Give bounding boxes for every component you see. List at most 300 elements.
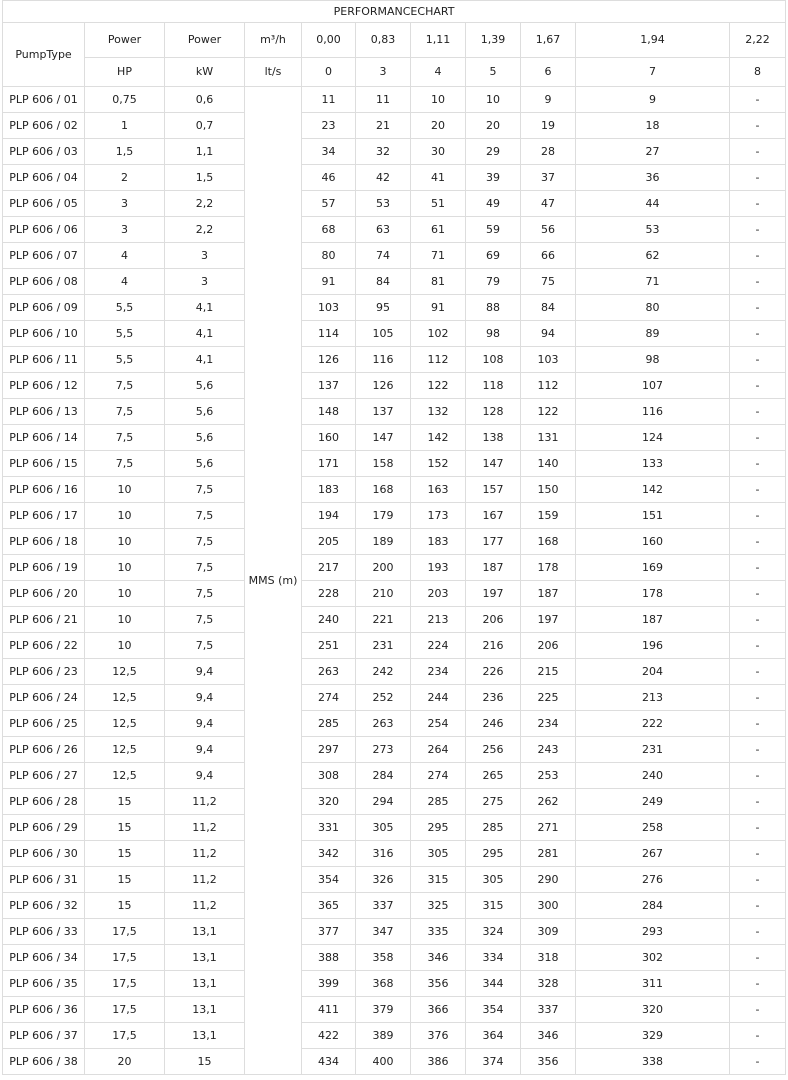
head-value-cell: 169 [576, 555, 730, 581]
head-value-cell: 23 [302, 113, 356, 139]
power-hp-cell: 15 [85, 841, 165, 867]
power-kw-cell: 15 [165, 1049, 245, 1075]
head-value-cell: 364 [466, 1023, 521, 1049]
head-value-cell: 187 [521, 581, 576, 607]
power-hp-cell: 7,5 [85, 425, 165, 451]
power-hp-cell: 10 [85, 503, 165, 529]
pump-type-cell: PLP 606 / 31 [3, 867, 85, 893]
flow-lts-value: 7 [576, 58, 730, 87]
power-hp-cell: 12,5 [85, 737, 165, 763]
head-value-cell: 356 [521, 1049, 576, 1075]
power-kw-cell: 5,6 [165, 425, 245, 451]
pump-type-cell: PLP 606 / 14 [3, 425, 85, 451]
table-row [3, 893, 786, 919]
head-value-cell: 354 [302, 867, 356, 893]
power-kw-cell: 9,4 [165, 685, 245, 711]
head-value-cell: - [730, 945, 786, 971]
head-value-cell: 132 [411, 399, 466, 425]
head-value-cell: 112 [411, 347, 466, 373]
power-kw-cell: 13,1 [165, 1023, 245, 1049]
pump-type-cell: PLP 606 / 06 [3, 217, 85, 243]
head-value-cell: 285 [302, 711, 356, 737]
head-value-cell: - [730, 347, 786, 373]
head-value-cell: 411 [302, 997, 356, 1023]
head-value-cell: 281 [521, 841, 576, 867]
head-value-cell: 189 [356, 529, 411, 555]
head-value-cell: 226 [466, 659, 521, 685]
head-value-cell: 316 [356, 841, 411, 867]
power-hp-cell: 7,5 [85, 373, 165, 399]
head-value-cell: 63 [356, 217, 411, 243]
head-value-cell: 399 [302, 971, 356, 997]
head-value-cell: 131 [521, 425, 576, 451]
head-value-cell: 10 [466, 87, 521, 113]
power-hp-cell: 5,5 [85, 295, 165, 321]
head-value-cell: 159 [521, 503, 576, 529]
head-value-cell: 254 [411, 711, 466, 737]
flow-lts-value: 0 [302, 58, 356, 87]
head-value-cell: 262 [521, 789, 576, 815]
head-value-cell: 315 [466, 893, 521, 919]
power-hp-cell: 17,5 [85, 997, 165, 1023]
head-value-cell: 29 [466, 139, 521, 165]
head-value-cell: 342 [302, 841, 356, 867]
power-hp-header: Power [85, 23, 165, 58]
head-value-cell: 10 [411, 87, 466, 113]
head-value-cell: 9 [576, 87, 730, 113]
power-kw-cell: 9,4 [165, 763, 245, 789]
head-value-cell: 142 [576, 477, 730, 503]
head-value-cell: 124 [576, 425, 730, 451]
head-value-cell: 204 [576, 659, 730, 685]
pump-type-cell: PLP 606 / 18 [3, 529, 85, 555]
power-kw-cell: 11,2 [165, 867, 245, 893]
head-value-cell: 69 [466, 243, 521, 269]
head-value-cell: 84 [356, 269, 411, 295]
pump-type-cell: PLP 606 / 30 [3, 841, 85, 867]
pump-type-cell: PLP 606 / 08 [3, 269, 85, 295]
head-value-cell: 265 [466, 763, 521, 789]
head-value-cell: 126 [302, 347, 356, 373]
head-value-cell: 137 [356, 399, 411, 425]
power-kw-cell: 5,6 [165, 451, 245, 477]
head-value-cell: 114 [302, 321, 356, 347]
table-row [3, 425, 786, 451]
head-value-cell: 315 [411, 867, 466, 893]
head-value-cell: - [730, 1023, 786, 1049]
pump-type-cell: PLP 606 / 28 [3, 789, 85, 815]
flow-lts-value: 6 [521, 58, 576, 87]
head-value-cell: - [730, 685, 786, 711]
head-value-cell: 167 [466, 503, 521, 529]
head-value-cell: 206 [521, 633, 576, 659]
head-value-cell: 147 [466, 451, 521, 477]
pump-type-cell: PLP 606 / 13 [3, 399, 85, 425]
flow-m3h-value: 0,83 [356, 23, 411, 58]
head-value-cell: 274 [302, 685, 356, 711]
head-value-cell: 61 [411, 217, 466, 243]
flow-lts-value: 4 [411, 58, 466, 87]
head-value-cell: 187 [576, 607, 730, 633]
flow-m3h-value: 0,00 [302, 23, 356, 58]
head-value-cell: 295 [411, 815, 466, 841]
head-value-cell: 116 [356, 347, 411, 373]
power-hp-cell: 17,5 [85, 971, 165, 997]
head-value-cell: - [730, 607, 786, 633]
head-value-cell: 89 [576, 321, 730, 347]
table-row [3, 1049, 786, 1075]
head-value-cell: 98 [466, 321, 521, 347]
head-value-cell: 346 [521, 1023, 576, 1049]
head-value-cell: 388 [302, 945, 356, 971]
head-value-cell: 37 [521, 165, 576, 191]
head-value-cell: 251 [302, 633, 356, 659]
head-value-cell: - [730, 139, 786, 165]
table-row [3, 867, 786, 893]
power-hp-cell: 15 [85, 815, 165, 841]
head-value-cell: 178 [521, 555, 576, 581]
header-row-flow-lts [3, 58, 786, 87]
head-value-cell: 217 [302, 555, 356, 581]
head-value-cell: - [730, 243, 786, 269]
head-value-cell: 20 [466, 113, 521, 139]
pump-type-cell: PLP 606 / 03 [3, 139, 85, 165]
head-value-cell: 347 [356, 919, 411, 945]
head-value-cell: - [730, 399, 786, 425]
pump-type-cell: PLP 606 / 26 [3, 737, 85, 763]
head-value-cell: 102 [411, 321, 466, 347]
table-row [3, 243, 786, 269]
head-value-cell: 358 [356, 945, 411, 971]
table-row [3, 997, 786, 1023]
head-value-cell: 228 [302, 581, 356, 607]
power-kw-cell: 0,6 [165, 87, 245, 113]
head-value-cell: 147 [356, 425, 411, 451]
head-value-cell: 253 [521, 763, 576, 789]
head-value-cell: 365 [302, 893, 356, 919]
flow-lts-value: 8 [730, 58, 786, 87]
head-value-cell: 329 [576, 1023, 730, 1049]
head-value-cell: 346 [411, 945, 466, 971]
head-value-cell: 20 [411, 113, 466, 139]
head-value-cell: 354 [466, 997, 521, 1023]
head-value-cell: 103 [521, 347, 576, 373]
power-kw-cell: 0,7 [165, 113, 245, 139]
power-kw-cell: 7,5 [165, 477, 245, 503]
head-value-cell: 53 [356, 191, 411, 217]
head-value-cell: 295 [466, 841, 521, 867]
table-row [3, 1023, 786, 1049]
head-value-cell: 231 [576, 737, 730, 763]
power-kw-cell: 5,6 [165, 399, 245, 425]
power-hp-cell: 3 [85, 191, 165, 217]
head-value-cell: - [730, 971, 786, 997]
head-value-cell: 81 [411, 269, 466, 295]
head-value-cell: 128 [466, 399, 521, 425]
head-value-cell: - [730, 321, 786, 347]
head-value-cell: 116 [576, 399, 730, 425]
power-kw-cell: 7,5 [165, 555, 245, 581]
power-hp-cell: 12,5 [85, 685, 165, 711]
pump-type-cell: PLP 606 / 16 [3, 477, 85, 503]
head-value-cell: 39 [466, 165, 521, 191]
pump-type-cell: PLP 606 / 04 [3, 165, 85, 191]
flow-lts-value: 5 [466, 58, 521, 87]
pump-type-cell: PLP 606 / 23 [3, 659, 85, 685]
head-value-cell: 244 [411, 685, 466, 711]
power-hp-cell: 10 [85, 555, 165, 581]
head-value-cell: 177 [466, 529, 521, 555]
table-row [3, 451, 786, 477]
head-value-cell: 21 [356, 113, 411, 139]
unit-kw: kW [165, 58, 245, 87]
head-value-cell: 80 [576, 295, 730, 321]
table-row [3, 269, 786, 295]
power-hp-cell: 17,5 [85, 919, 165, 945]
head-value-cell: 305 [411, 841, 466, 867]
head-value-cell: 276 [576, 867, 730, 893]
head-value-cell: 148 [302, 399, 356, 425]
table-row [3, 373, 786, 399]
head-value-cell: 213 [411, 607, 466, 633]
head-value-cell: - [730, 217, 786, 243]
head-value-cell: 79 [466, 269, 521, 295]
power-kw-cell: 13,1 [165, 971, 245, 997]
head-value-cell: 140 [521, 451, 576, 477]
head-value-cell: 205 [302, 529, 356, 555]
pump-type-cell: PLP 606 / 25 [3, 711, 85, 737]
head-value-cell: 294 [356, 789, 411, 815]
power-hp-cell: 17,5 [85, 1023, 165, 1049]
flow-m3h-value: 1,67 [521, 23, 576, 58]
head-value-cell: 41 [411, 165, 466, 191]
power-hp-cell: 7,5 [85, 451, 165, 477]
head-value-cell: 168 [521, 529, 576, 555]
head-value-cell: 56 [521, 217, 576, 243]
flow-m3h-label: m³/h [245, 23, 302, 58]
head-value-cell: - [730, 425, 786, 451]
table-row [3, 139, 786, 165]
head-value-cell: 62 [576, 243, 730, 269]
head-value-cell: 386 [411, 1049, 466, 1075]
flow-m3h-value: 1,11 [411, 23, 466, 58]
head-value-cell: 273 [356, 737, 411, 763]
power-hp-cell: 5,5 [85, 347, 165, 373]
head-value-cell: 44 [576, 191, 730, 217]
head-value-cell: 126 [356, 373, 411, 399]
head-value-cell: 334 [466, 945, 521, 971]
head-value-cell: 118 [466, 373, 521, 399]
pump-type-cell: PLP 606 / 29 [3, 815, 85, 841]
head-value-cell: 133 [576, 451, 730, 477]
head-value-cell: 178 [576, 581, 730, 607]
head-value-cell: 183 [302, 477, 356, 503]
head-value-cell: 193 [411, 555, 466, 581]
power-hp-cell: 4 [85, 243, 165, 269]
pump-type-cell: PLP 606 / 17 [3, 503, 85, 529]
pump-type-cell: PLP 606 / 22 [3, 633, 85, 659]
pump-type-cell: PLP 606 / 01 [3, 87, 85, 113]
head-value-cell: 36 [576, 165, 730, 191]
head-value-cell: 284 [576, 893, 730, 919]
head-value-cell: 293 [576, 919, 730, 945]
head-value-cell: - [730, 997, 786, 1023]
power-kw-cell: 5,6 [165, 373, 245, 399]
power-hp-cell: 15 [85, 867, 165, 893]
table-row [3, 399, 786, 425]
head-value-cell: 331 [302, 815, 356, 841]
table-row [3, 685, 786, 711]
head-value-cell: 311 [576, 971, 730, 997]
head-value-cell: 49 [466, 191, 521, 217]
head-value-cell: 137 [302, 373, 356, 399]
head-value-cell: 91 [411, 295, 466, 321]
head-value-cell: 9 [521, 87, 576, 113]
power-hp-cell: 10 [85, 529, 165, 555]
power-kw-cell: 4,1 [165, 321, 245, 347]
head-value-cell: 200 [356, 555, 411, 581]
head-value-cell: 151 [576, 503, 730, 529]
power-kw-cell: 7,5 [165, 529, 245, 555]
power-kw-cell: 11,2 [165, 841, 245, 867]
head-value-cell: 324 [466, 919, 521, 945]
head-value-cell: - [730, 503, 786, 529]
head-value-cell: 98 [576, 347, 730, 373]
head-value-cell: 224 [411, 633, 466, 659]
table-row [3, 191, 786, 217]
head-value-cell: 274 [411, 763, 466, 789]
head-value-cell: 68 [302, 217, 356, 243]
head-value-cell: 91 [302, 269, 356, 295]
head-value-cell: 344 [466, 971, 521, 997]
head-value-cell: 242 [356, 659, 411, 685]
power-hp-cell: 17,5 [85, 945, 165, 971]
head-value-cell: - [730, 373, 786, 399]
pump-type-cell: PLP 606 / 19 [3, 555, 85, 581]
head-value-cell: 171 [302, 451, 356, 477]
head-value-cell: 105 [356, 321, 411, 347]
pump-type-cell: PLP 606 / 24 [3, 685, 85, 711]
head-value-cell: 51 [411, 191, 466, 217]
head-value-cell: - [730, 633, 786, 659]
head-value-cell: 183 [411, 529, 466, 555]
pump-type-cell: PLP 606 / 11 [3, 347, 85, 373]
head-value-cell: - [730, 711, 786, 737]
head-value-cell: 256 [466, 737, 521, 763]
head-value-cell: 95 [356, 295, 411, 321]
head-value-cell: 290 [521, 867, 576, 893]
power-hp-cell: 15 [85, 789, 165, 815]
head-value-cell: 112 [521, 373, 576, 399]
table-row [3, 633, 786, 659]
head-value-cell: 379 [356, 997, 411, 1023]
power-hp-cell: 3 [85, 217, 165, 243]
head-value-cell: 434 [302, 1049, 356, 1075]
head-value-cell: 320 [302, 789, 356, 815]
head-value-cell: 328 [521, 971, 576, 997]
head-value-cell: 234 [521, 711, 576, 737]
head-value-cell: 263 [356, 711, 411, 737]
head-value-cell: 18 [576, 113, 730, 139]
pump-type-cell: PLP 606 / 12 [3, 373, 85, 399]
power-hp-cell: 12,5 [85, 763, 165, 789]
table-row [3, 321, 786, 347]
flow-lts-label: lt/s [245, 58, 302, 87]
table-row [3, 113, 786, 139]
pump-type-cell: PLP 606 / 36 [3, 997, 85, 1023]
power-hp-cell: 5,5 [85, 321, 165, 347]
head-value-cell: 157 [466, 477, 521, 503]
head-value-cell: 377 [302, 919, 356, 945]
table-row [3, 789, 786, 815]
power-hp-cell: 20 [85, 1049, 165, 1075]
power-kw-cell: 7,5 [165, 503, 245, 529]
power-kw-cell: 11,2 [165, 815, 245, 841]
head-value-cell: 215 [521, 659, 576, 685]
head-value-cell: 234 [411, 659, 466, 685]
power-kw-header: Power [165, 23, 245, 58]
head-value-cell: 88 [466, 295, 521, 321]
head-value-cell: 222 [576, 711, 730, 737]
head-value-cell: 337 [356, 893, 411, 919]
head-value-cell: 150 [521, 477, 576, 503]
flow-m3h-value: 1,39 [466, 23, 521, 58]
head-value-cell: - [730, 919, 786, 945]
table-row [3, 945, 786, 971]
pump-type-cell: PLP 606 / 20 [3, 581, 85, 607]
head-value-cell: 305 [466, 867, 521, 893]
head-value-cell: 163 [411, 477, 466, 503]
head-value-cell: - [730, 295, 786, 321]
power-hp-cell: 10 [85, 607, 165, 633]
head-value-cell: - [730, 165, 786, 191]
head-value-cell: 179 [356, 503, 411, 529]
head-value-cell: - [730, 191, 786, 217]
unit-hp: HP [85, 58, 165, 87]
head-value-cell: 84 [521, 295, 576, 321]
power-hp-cell: 4 [85, 269, 165, 295]
power-kw-cell: 1,5 [165, 165, 245, 191]
table-row [3, 217, 786, 243]
head-value-cell: 284 [356, 763, 411, 789]
head-value-cell: 368 [356, 971, 411, 997]
head-value-cell: 74 [356, 243, 411, 269]
head-value-cell: 285 [466, 815, 521, 841]
head-value-cell: 197 [521, 607, 576, 633]
head-value-cell: 71 [411, 243, 466, 269]
head-value-cell: 252 [356, 685, 411, 711]
head-value-cell: 422 [302, 1023, 356, 1049]
pump-type-cell: PLP 606 / 21 [3, 607, 85, 633]
head-value-cell: 57 [302, 191, 356, 217]
power-kw-cell: 7,5 [165, 581, 245, 607]
head-value-cell: 196 [576, 633, 730, 659]
head-value-cell: 243 [521, 737, 576, 763]
head-value-cell: 374 [466, 1049, 521, 1075]
pump-type-cell: PLP 606 / 32 [3, 893, 85, 919]
head-value-cell: - [730, 815, 786, 841]
head-value-cell: - [730, 659, 786, 685]
table-row [3, 529, 786, 555]
pump-type-cell: PLP 606 / 33 [3, 919, 85, 945]
head-value-cell: 263 [302, 659, 356, 685]
head-value-cell: 71 [576, 269, 730, 295]
head-value-cell: 213 [576, 685, 730, 711]
head-value-cell: - [730, 789, 786, 815]
power-hp-cell: 12,5 [85, 659, 165, 685]
pump-type-cell: PLP 606 / 38 [3, 1049, 85, 1075]
pump-type-cell: PLP 606 / 07 [3, 243, 85, 269]
